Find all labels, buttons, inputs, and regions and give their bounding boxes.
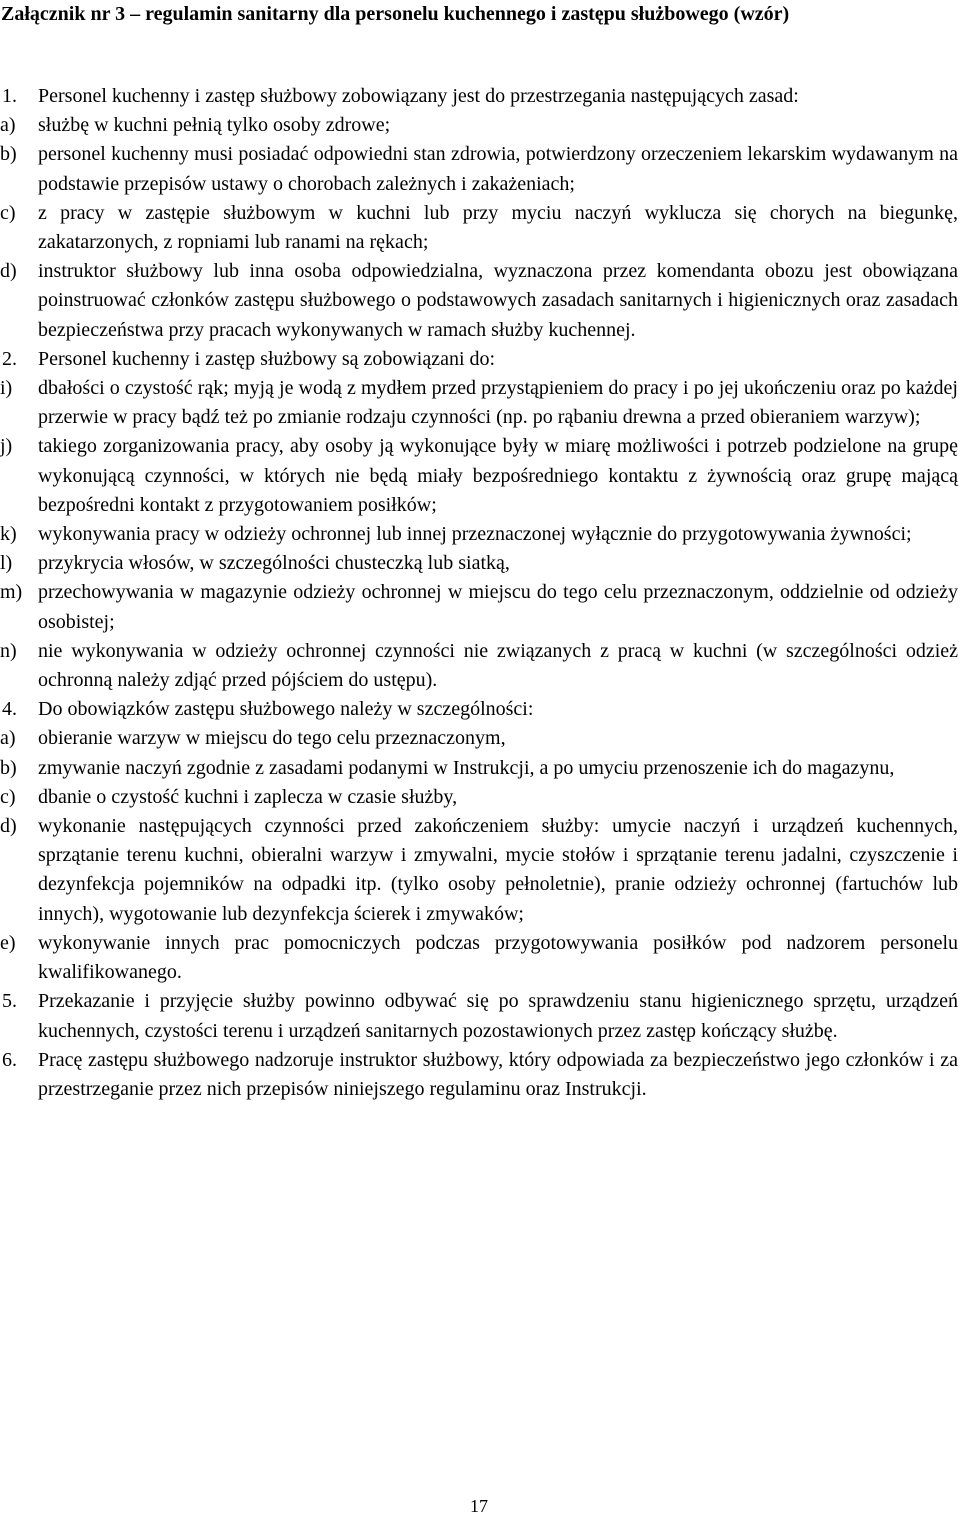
item-text: dbałości o czystość rąk; myją je wodą z mydłem przed przystąpieniem do pracy i po jej ukończeniu oraz po każdej przerwie w pracy bądź też po zmianie rodzaju czynności (np. po rąbaniu drewna a przed obieraniem warzyw); — [38, 377, 958, 429]
section-number: 5. — [2, 990, 17, 1013]
list-item — [0, 549, 958, 578]
item-label: b) — [0, 756, 17, 779]
item-text: przechowywania w magazynie odzieży ochronnej w miejscu do tego celu przeznaczonym, oddzielnie od odzieży osobistej; — [38, 581, 958, 633]
item-text: zmywanie naczyń zgodnie z zasadami podanymi w Instrukcji, a po umyciu przenoszenie ich do magazynu, — [38, 756, 895, 779]
list-item — [0, 257, 958, 345]
list-item — [0, 724, 958, 753]
list-item — [0, 637, 958, 695]
item-text: służbę w kuchni pełnią tylko osoby zdrowe; — [38, 114, 391, 137]
list-item — [0, 432, 958, 520]
section-heading: Personel kuchenny i zastęp służbowy zobowiązany jest do przestrzegania następujących zasad: — [38, 85, 799, 107]
section-number: 2. — [2, 347, 17, 370]
item-text: dbanie o czystość kuchni i zaplecza w czasie służby, — [38, 785, 458, 808]
item-label: j) — [0, 435, 13, 458]
section-paragraph: Pracę zastępu służbowego nadzoruje instruktor służbowy, który odpowiada za bezpieczeństwo jego członków i za przestrzeganie przez nich przepisów niniejszego regulaminu oraz Instrukcji. — [38, 1048, 958, 1100]
section-heading: Do obowiązków zastępu służbowego należy w szczególności: — [38, 698, 534, 721]
section-4 — [0, 695, 958, 987]
list-item — [0, 374, 958, 432]
document-body — [0, 82, 958, 1104]
item-label: n) — [0, 639, 17, 662]
page-number: 17 — [470, 1496, 488, 1516]
list-item — [0, 754, 958, 783]
item-label: k) — [0, 523, 17, 546]
item-label: d) — [0, 815, 17, 838]
item-text: wykonywania pracy w odzieży ochronnej lub innej przeznaczonej wyłącznie do przygotowywania żywności; — [38, 523, 912, 546]
list-item — [0, 520, 958, 549]
item-label: e) — [0, 931, 16, 954]
item-text: nie wykonywania w odzieży ochronnej czynności nie związanych z pracą w kuchni (w szczególności odzież ochronną należy zdjąć przed pójściem do ustępu). — [38, 639, 958, 692]
item-text: obieranie warzyw w miejscu do tego celu przeznaczonym, — [38, 727, 506, 750]
item-text: instruktor służbowy lub inna osoba odpowiedzialna, wyznaczona przez komendanta obozu jest obowiązana poinstruować członków zastępu służbowego o podstawowych zasadach sanitarnych i higienicznych oraz zasadach bezpieczeństwa przy pracach wykonywanych w ramach służby kuchennej. — [38, 260, 958, 341]
section-2 — [0, 345, 958, 695]
list-item — [0, 812, 958, 929]
item-label: b) — [0, 143, 17, 166]
item-text: z pracy w zastępie służbowym w kuchni lub przy myciu naczyń wyklucza się chorych na biegunkę, zakatarzonych, z ropniami lub ranami na rękach; — [38, 201, 958, 254]
section-5 — [0, 987, 958, 1045]
section-number: 4. — [2, 698, 17, 721]
list-item — [0, 199, 958, 257]
item-label: d) — [0, 260, 17, 283]
list-item — [0, 929, 958, 987]
section-number: 1. — [2, 85, 17, 107]
list-item — [0, 140, 958, 198]
item-label: i) — [0, 377, 13, 400]
item-text: personel kuchenny musi posiadać odpowiedni stan zdrowia, potwierdzony orzeczeniem lekarskim wydawanym na podstawie przepisów ustawy o chorobach zależnych i zakażeniach; — [38, 143, 958, 195]
document-title: Załącznik nr 3 – regulamin sanitarny dla personelu kuchennego i zastępu służbowego (wzór) — [1, 3, 790, 25]
item-label: a) — [0, 114, 16, 137]
list-item — [0, 783, 958, 812]
item-label: a) — [0, 727, 16, 750]
section-number: 6. — [2, 1048, 17, 1071]
list-item — [0, 578, 958, 636]
item-text: przykrycia włosów, w szczególności chusteczką lub siatką, — [38, 552, 510, 575]
section-heading: Personel kuchenny i zastęp służbowy są zobowiązani do: — [38, 347, 496, 370]
list-item — [0, 111, 958, 140]
section-paragraph: Przekazanie i przyjęcie służby powinno odbywać się po sprawdzeniu stanu higienicznego sprzętu, urządzeń kuchennych, czystości terenu i urządzeń sanitarnych pozostawionych przez zastęp kończący służbę. — [38, 990, 958, 1042]
item-text: takiego zorganizowania pracy, aby osoby ją wykonujące były w miarę możliwości i potrzeb podzielone na grupę wykonującą czynności, w których nie będą miały bezpośredniego kontaktu z żywnością oraz grupę mającą bezpośredni kontakt z przygotowaniem posiłków; — [38, 435, 958, 516]
item-label: l) — [0, 552, 13, 575]
item-text: wykonanie następujących czynności przed zakończeniem służby: umycie naczyń i urządzeń kuchennych, sprzątanie terenu kuchni, obieralni warzyw i zmywalni, mycie stołów i sprzątanie terenu jadalni, czyszczenie i dezynfekcja pojemników na odpadki itp. (tylko osoby pełnoletnie), pranie odzieży ochronnej (fartuchów lub innych), wygotowanie lub dezynfekcja ścierek i zmywaków; — [38, 815, 958, 925]
item-label: c) — [0, 785, 16, 808]
section-6 — [0, 1046, 958, 1104]
item-label: c) — [0, 201, 16, 224]
item-label: m) — [0, 581, 23, 604]
section-1 — [0, 82, 958, 345]
item-text: wykonywanie innych prac pomocniczych podczas przygotowywania posiłków pod nadzorem personelu kwalifikowanego. — [38, 931, 958, 984]
